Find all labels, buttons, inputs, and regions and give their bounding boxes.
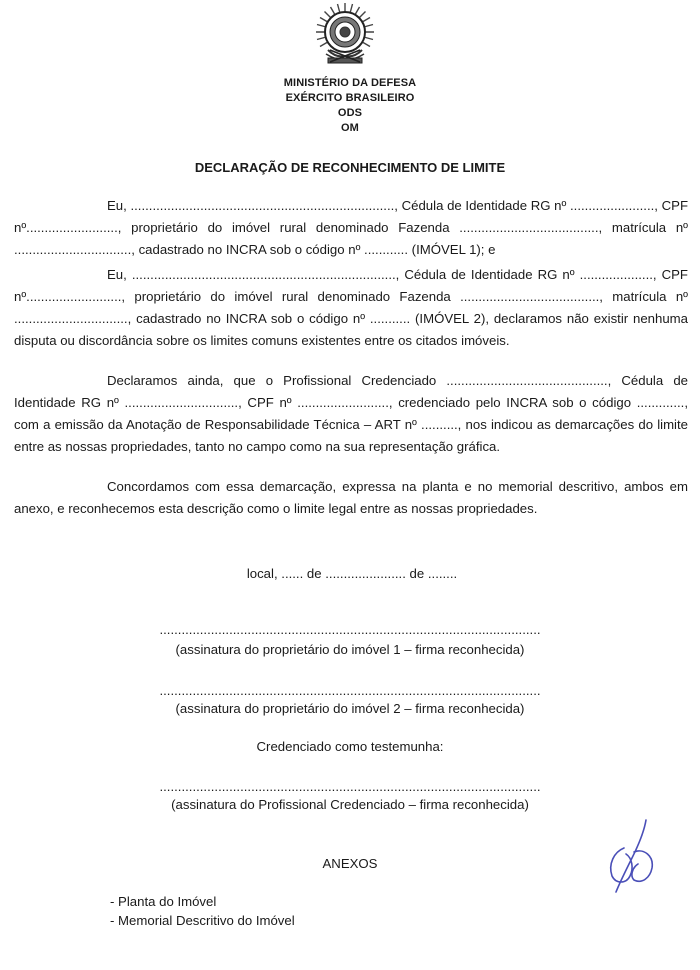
paragraph-agreement: Concordamos com essa demarcação, expressa na planta e no memorial descritivo, ambos em anexo, e reconhecemos esta descrição como o limite legal entre as nossas propriedades. — [14, 479, 688, 516]
handwritten-signature-icon — [604, 818, 662, 896]
om-label: OM — [341, 122, 359, 134]
ministry-name: MINISTÉRIO DA DEFESA — [283, 77, 417, 89]
army-name: EXÉRCITO BRASILEIRO — [285, 92, 415, 104]
coat-of-arms-icon — [316, 0, 374, 68]
annexes-list — [110, 892, 295, 930]
signature-caption-professional: (assinatura do Profissional Credenciado – firma reconhecida) — [171, 797, 529, 812]
place-date-line: local, ...... de ...................... de ........ — [246, 566, 458, 581]
signature-line-owner-1: ........................................................................................................ — [159, 622, 541, 637]
signature-line-professional: ........................................................................................................ — [159, 779, 541, 794]
annexes-title: ANEXOS — [322, 856, 378, 871]
witness-label: Credenciado como testemunha: — [256, 739, 444, 754]
document-title: DECLARAÇÃO DE RECONHECIMENTO DE LIMITE — [194, 160, 506, 175]
ods-label: ODS — [337, 107, 363, 119]
signature-caption-owner-2: (assinatura do proprietário do imóvel 2 – firma reconhecida) — [175, 701, 525, 716]
signature-line-owner-2: ........................................................................................................ — [159, 683, 541, 698]
paragraph-owner-1: Eu, ........................................................................, Cédula de Identidade RG nº ......................., CPF nº........................., proprietário do imóvel rural denominado Fazenda ......................................, matrícula nº ................................, cadastrado no INCRA sob o código nº ............ (IMÓVEL 1); e — [14, 198, 688, 257]
paragraph-professional: Declaramos ainda, que o Profissional Credenciado ............................................, Cédula de Identidade RG nº ..............................., CPF nº ........................., credenciado pelo INCRA sob o código ............., com a emissão da Anotação de Responsabilidade Técnica – ART nº .........., nos indicou as demarcações do limite entre as nossas propriedades, tanto no campo como na sua representação gráfica. — [14, 373, 688, 454]
paragraph-owner-2: Eu, ........................................................................, Cédula de Identidade RG nº ...................., CPF nº.........................., proprietário do imóvel rural denominado Fazenda ......................................, matrícula nº ..............................., cadastrado no INCRA sob o código nº ........... (IMÓVEL 2), declaramos não existir nenhuma disputa ou discordância sobre os limites comuns existentes entre os citados imóveis. — [14, 267, 688, 348]
annex-item: - Memorial Descritivo do Imóvel — [110, 913, 295, 928]
institution-header — [0, 76, 700, 136]
signature-caption-owner-1: (assinatura do proprietário do imóvel 1 – firma reconhecida) — [175, 642, 525, 657]
annex-item: - Planta do Imóvel — [110, 894, 217, 909]
